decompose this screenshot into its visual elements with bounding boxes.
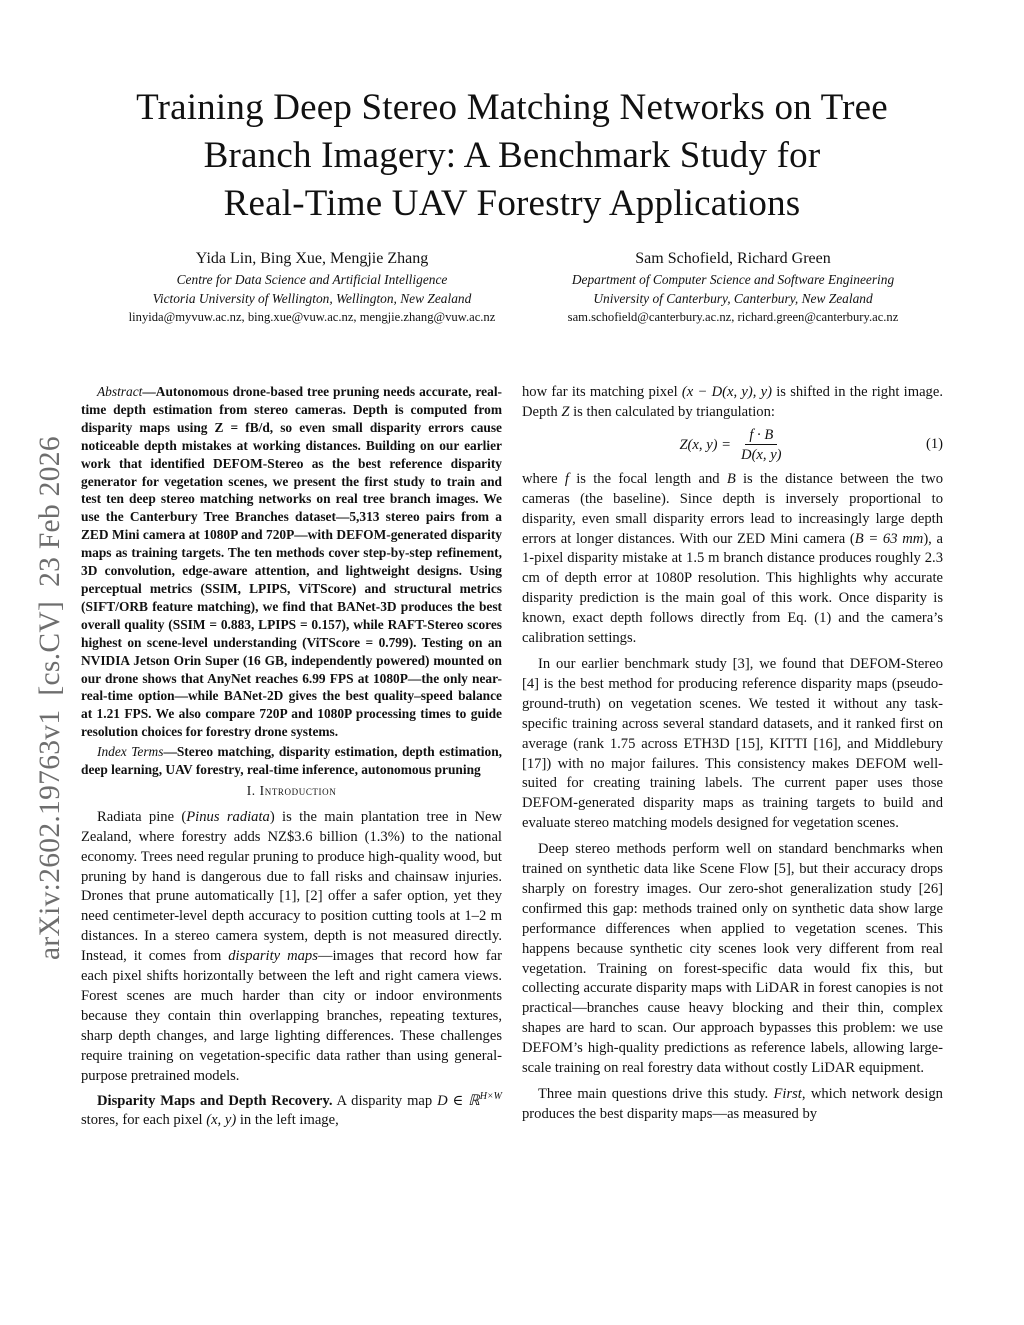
- equation-1: [522, 424, 943, 468]
- benchmark-paragraph: In our earlier benchmark study [3], we found that DEFOM-Stereo [4] is the best method for producing reference disparity maps (pseudo-ground-truth) on vegetation scenes. We tested it without any task-specific training across several standard datasets, and it ranked first on average (rank 1.75 across ETH3D [15], KITTI [16], and Middlebury [17]) with no major failures. This consistency makes DEFOM well-suited for creating training labels. The current paper uses those DEFOM-generated disparity maps as training targets to build and evaluate stereo matching models designed for vegetation scenes.: [522, 655, 943, 832]
- author-department: Department of Computer Science and Software Engineering: [571, 272, 895, 287]
- arxiv-category: [cs.CV]: [34, 600, 66, 696]
- text-run: is the distance between the two cameras (the baseline). Since depth is inversely proportional to disparity, even small disparity errors lead to increasingly large depth errors at longer distances. With our ZED Mini camera (: [522, 470, 943, 547]
- text-run: , which network design produces the best disparity maps—as measured by: [522, 1086, 943, 1122]
- author-institution: University of Canterbury, Canterbury, New Zealand: [593, 291, 873, 306]
- text-run: is the focal length and: [568, 470, 727, 487]
- section-heading-introduction: [81, 781, 502, 801]
- title-line: Real-Time UAV Forestry Applications: [223, 183, 801, 224]
- text-run: ), a 1-pixel disparity mistake at 1.5 m branch distance produces roughly 2.3 cm of depth error at 1080P resolution. This highlights why accurate disparity prediction is the main goal of this work. Once disparity is known, exact depth follows directly from Eq. (1) and the camera’s calibration settings.: [522, 530, 943, 647]
- abstract-label: Abstract: [97, 384, 143, 399]
- left-column: [81, 383, 502, 1131]
- questions-paragraph: [522, 1085, 943, 1125]
- math-inline: Z: [561, 403, 570, 420]
- emphasis-term: disparity maps: [228, 948, 318, 965]
- author-emails: linyida@myvuw.ac.nz, bing.xue@vuw.ac.nz, mengjie.zhang@vuw.ac.nz: [128, 310, 496, 324]
- author-block-vuw: [86, 248, 538, 327]
- math-inline: D ∈ ℝ: [437, 1092, 480, 1109]
- equation-denominator: D(x, y): [741, 447, 782, 464]
- equation-number: (1): [925, 435, 943, 452]
- paper-title: [60, 84, 964, 228]
- arxiv-date: 23 Feb 2026: [34, 436, 66, 587]
- author-institution: Victoria University of Wellington, Wellington, New Zealand: [152, 291, 472, 306]
- text-run: ) is the main plantation tree in New Zealand, where forestry adds NZ$3.6 billion (1.3%) to the national economy. Trees need regular pruning to produce high-quality wood, but pruning by hand is dangerous due to fall risks and chainsaw injuries. Drones that prune automatically [1], [2] offer a safer option, yet they need centimeter-level depth accuracy to position cutting tools at 1–2 m distances. In a stereo camera system, depth is not measured directly. Instead, it comes from: [81, 808, 503, 965]
- author-names: Yida Lin, Bing Xue, Mengjie Zhang: [195, 250, 429, 267]
- text-run: Radiata pine (: [97, 808, 187, 825]
- species-name: Pinus radiata: [186, 808, 270, 825]
- text-run: —images that record how far each pixel shifts horizontally between the left and right camera views. Forest scenes are much harder than city or indoor environments because they contain thin overlapping branches, repeating textures, sharp depth changes, and large lighting differences. These challenges require training on vegetation-specific data rather than using general-purpose pretrained models.: [81, 948, 502, 1084]
- math-inline: B: [726, 470, 736, 487]
- right-column: [522, 383, 943, 1125]
- equation-fraction: [737, 426, 786, 465]
- section-number: I.: [246, 782, 256, 798]
- abstract-text: —Autonomous drone-based tree pruning needs accurate, real-time depth estimation from stereo cameras. Depth is computed from disparity maps using Z = fB/d, so even small disparity errors cause noticeable depth mistakes at working distances. Building on our earlier work that identified DEFOM-Stereo as the best reference disparity generator for vegetation scenes, we present the first study to train and test ten deep stereo matching networks on real tree branch images. We use the Canterbury Tree Branches dataset—5,313 stereo pairs from a ZED Mini camera at 1080P and 720P—with DEFOM-generated disparity maps as training targets. The ten methods cover step-by-step refinement, 3D convolution, edge-aware attention, and lightweight designs. Using perceptual metrics (SSIM, LPIPS, ViTScore) and structural metrics (SIFT/ORB feature matching), we find that BANet-3D produces the best overall quality (SSIM = 0.883, LPIPS = 0.157), while RAFT-Stereo scores highest on scene-level understanding (ViTScore = 0.799). Testing on an NVIDIA Jetson Orin Super (16 GB, independently powered) mounted on our drone shows that AnyNet reaches 6.99 FPS at 1080P—the only near-real-time option—while BANet-2D gives the best quality–speed balance at 1.21 FPS. We also compare 720P and 1080P processing times to guide resolution choices for forestry drone systems.: [81, 384, 502, 740]
- index-terms-label: Index Terms: [97, 744, 164, 760]
- arxiv-id: arXiv:2602.19763v1: [34, 709, 66, 960]
- section-title: Introduction: [259, 782, 337, 798]
- intro-paragraph: [81, 808, 502, 1087]
- disparity-paragraph: [81, 1087, 502, 1132]
- text-run: in the left image,: [236, 1112, 339, 1129]
- author-department: Centre for Data Science and Artificial Intelligence: [176, 272, 448, 287]
- title-line: Branch Imagery: A Benchmark Study for: [203, 135, 821, 176]
- equation-lhs: Z(x, y) =: [679, 436, 732, 453]
- depth-paragraph: [522, 470, 943, 649]
- math-inline: (x, y): [206, 1112, 237, 1129]
- text-run: is shifted in the right image. Depth: [522, 384, 943, 420]
- arxiv-stamp: [34, 422, 67, 960]
- author-names: Sam Schofield, Richard Green: [635, 250, 831, 267]
- math-inline: (x − D(x, y), y): [681, 384, 772, 400]
- text-run: how far its matching pixel: [522, 384, 682, 400]
- author-emails: sam.schofield@canterbury.ac.nz, richard.green@canterbury.ac.nz: [567, 310, 899, 324]
- run-in-heading: Disparity Maps and Depth Recovery.: [97, 1092, 333, 1109]
- emphasis-term: First: [773, 1086, 802, 1102]
- text-run: is then calculated by triangulation:: [569, 403, 775, 420]
- math-inline: B = 63 mm: [854, 530, 924, 547]
- title-line: Training Deep Stereo Matching Networks on Tree: [136, 87, 888, 128]
- math-superscript: H×W: [479, 1090, 502, 1102]
- math-inline: f: [564, 470, 569, 487]
- abstract: [81, 383, 502, 741]
- text-run: Three main questions drive this study.: [538, 1086, 774, 1102]
- equation-numerator: f · B: [745, 426, 777, 445]
- continued-paragraph: [522, 383, 943, 423]
- generalization-paragraph: Deep stereo methods perform well on standard benchmarks when trained on synthetic data like Scene Flow [5], but their accuracy drops sharply on forestry images. Our zero-shot generalization study [26] confirmed this gap: methods trained only on synthetic data show large performance differences when applied to vegetation scenes. This happens because synthetic city scenes look very different from real vegetation. Training on forest-specific data would fix this, but collecting accurate disparity maps with LiDAR in forest canopies is not practical—branches cause heavy blocking and their thin, complex shapes are hard to scan. Our approach bypasses this problem: we use DEFOM’s high-quality predictions as reference labels, allowing large-scale training on real forestry data without costly LiDAR equipment.: [522, 841, 943, 1077]
- index-terms-text: —Stereo matching, disparity estimation, depth estimation, deep learning, UAV forestry, real-time inference, autonomous pruning: [81, 744, 502, 778]
- text-run: stores, for each pixel: [81, 1112, 207, 1129]
- text-run: where: [522, 470, 565, 487]
- author-block-canterbury: [528, 248, 938, 327]
- text-run: A disparity map: [332, 1092, 438, 1109]
- index-terms: [81, 743, 502, 779]
